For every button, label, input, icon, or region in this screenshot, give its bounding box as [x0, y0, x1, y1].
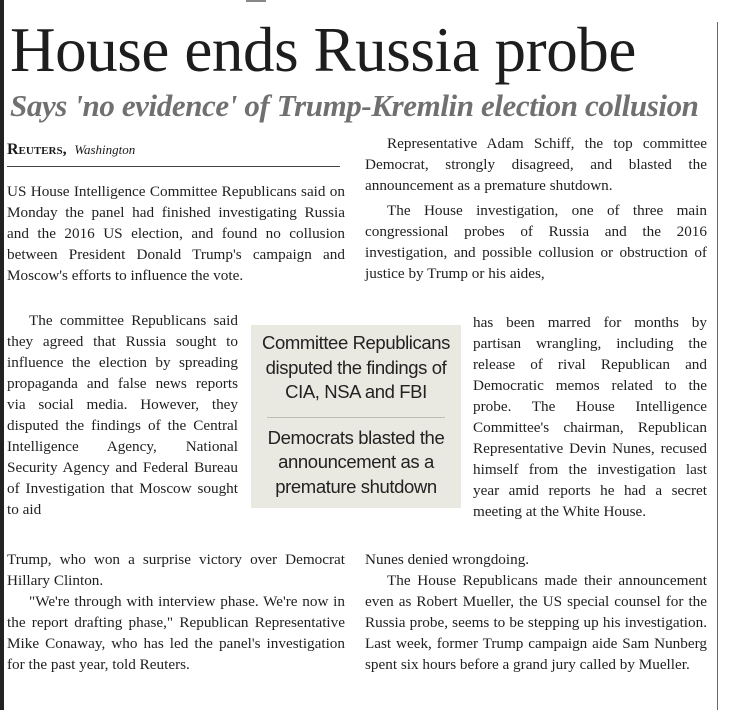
top-edge-mark — [246, 0, 266, 2]
pull-quote-1: Committee Republicans disputed the findings of CIA, NSA and FBI — [262, 332, 450, 402]
page-edge — [0, 0, 4, 710]
pull-quote-box — [251, 325, 461, 508]
headline: House ends Russia probe — [10, 15, 636, 85]
paragraph-5-part-3: Nunes denied wrongdoing. — [365, 551, 530, 568]
right-column-top — [365, 133, 707, 284]
paragraph-1: US House Intelligence Committee Republicans said on Monday the panel had finished investigating Russia and the 2016 US election, and found no collusion between President Donald Trump's campaign and Moscow's efforts to influence the vote. — [7, 183, 345, 284]
paragraph-2-continuation — [7, 549, 345, 675]
byline-location: Washington — [74, 142, 136, 157]
right-column-bottom — [365, 549, 707, 675]
paragraph-5-part-2: has been marred for months by partisan wrangling, including the release of rival Republican and Democratic memos related to the probe. The House Intelligence Committee's chairman, Republican Representative Devin Nunes, recused himself from the investigation last year amid reports he had a secret meeting at the White House. — [473, 314, 707, 520]
byline-divider — [7, 166, 340, 167]
paragraph-6: The House Republicans made their announcement even as Robert Mueller, the US special counsel for the Russia probe, seems to be stepping up his investigation. Last week, former Trump campaign aide Sam Nunberg spent six hours before a grand jury called by Mueller. — [365, 572, 707, 673]
pull-quote-divider — [267, 417, 445, 418]
paragraph-4: Representative Adam Schiff, the top committee Democrat, strongly disagreed, and blasted the announcement as a premature shutdown. — [365, 135, 707, 194]
subheadline: Says 'no evidence' of Trump-Kremlin election collusion — [10, 88, 699, 123]
column-border-rule — [717, 22, 718, 710]
pull-quote-2: Democrats blasted the announcement as a premature shutdown — [267, 426, 445, 497]
byline — [7, 141, 135, 159]
paragraph-2-part-2: Trump, who won a surprise victory over Democrat Hillary Clinton. — [7, 551, 345, 589]
paragraph-2-part-1: The committee Republicans said they agreed that Russia sought to influence the election by spreading propaganda and false news reports via social media. However, they disputed the findings of the Central Intelligence Agency, National Security Agency and Federal Bureau of Investigation that Moscow sought to aid — [7, 312, 238, 518]
byline-agency: Reuters, — [7, 141, 67, 158]
paragraph-3: "We're through with interview phase. We're now in the report drafting phase," Republican Representative Mike Conaway, who has led the panel's investigation for the past year, told Reuters. — [7, 593, 345, 673]
paragraph-5-part-1: The House investigation, one of three main congressional probes of Russia and the 2016 investigation, and possible collusion or obstruction of justice by Trump or his aides, — [365, 202, 707, 282]
